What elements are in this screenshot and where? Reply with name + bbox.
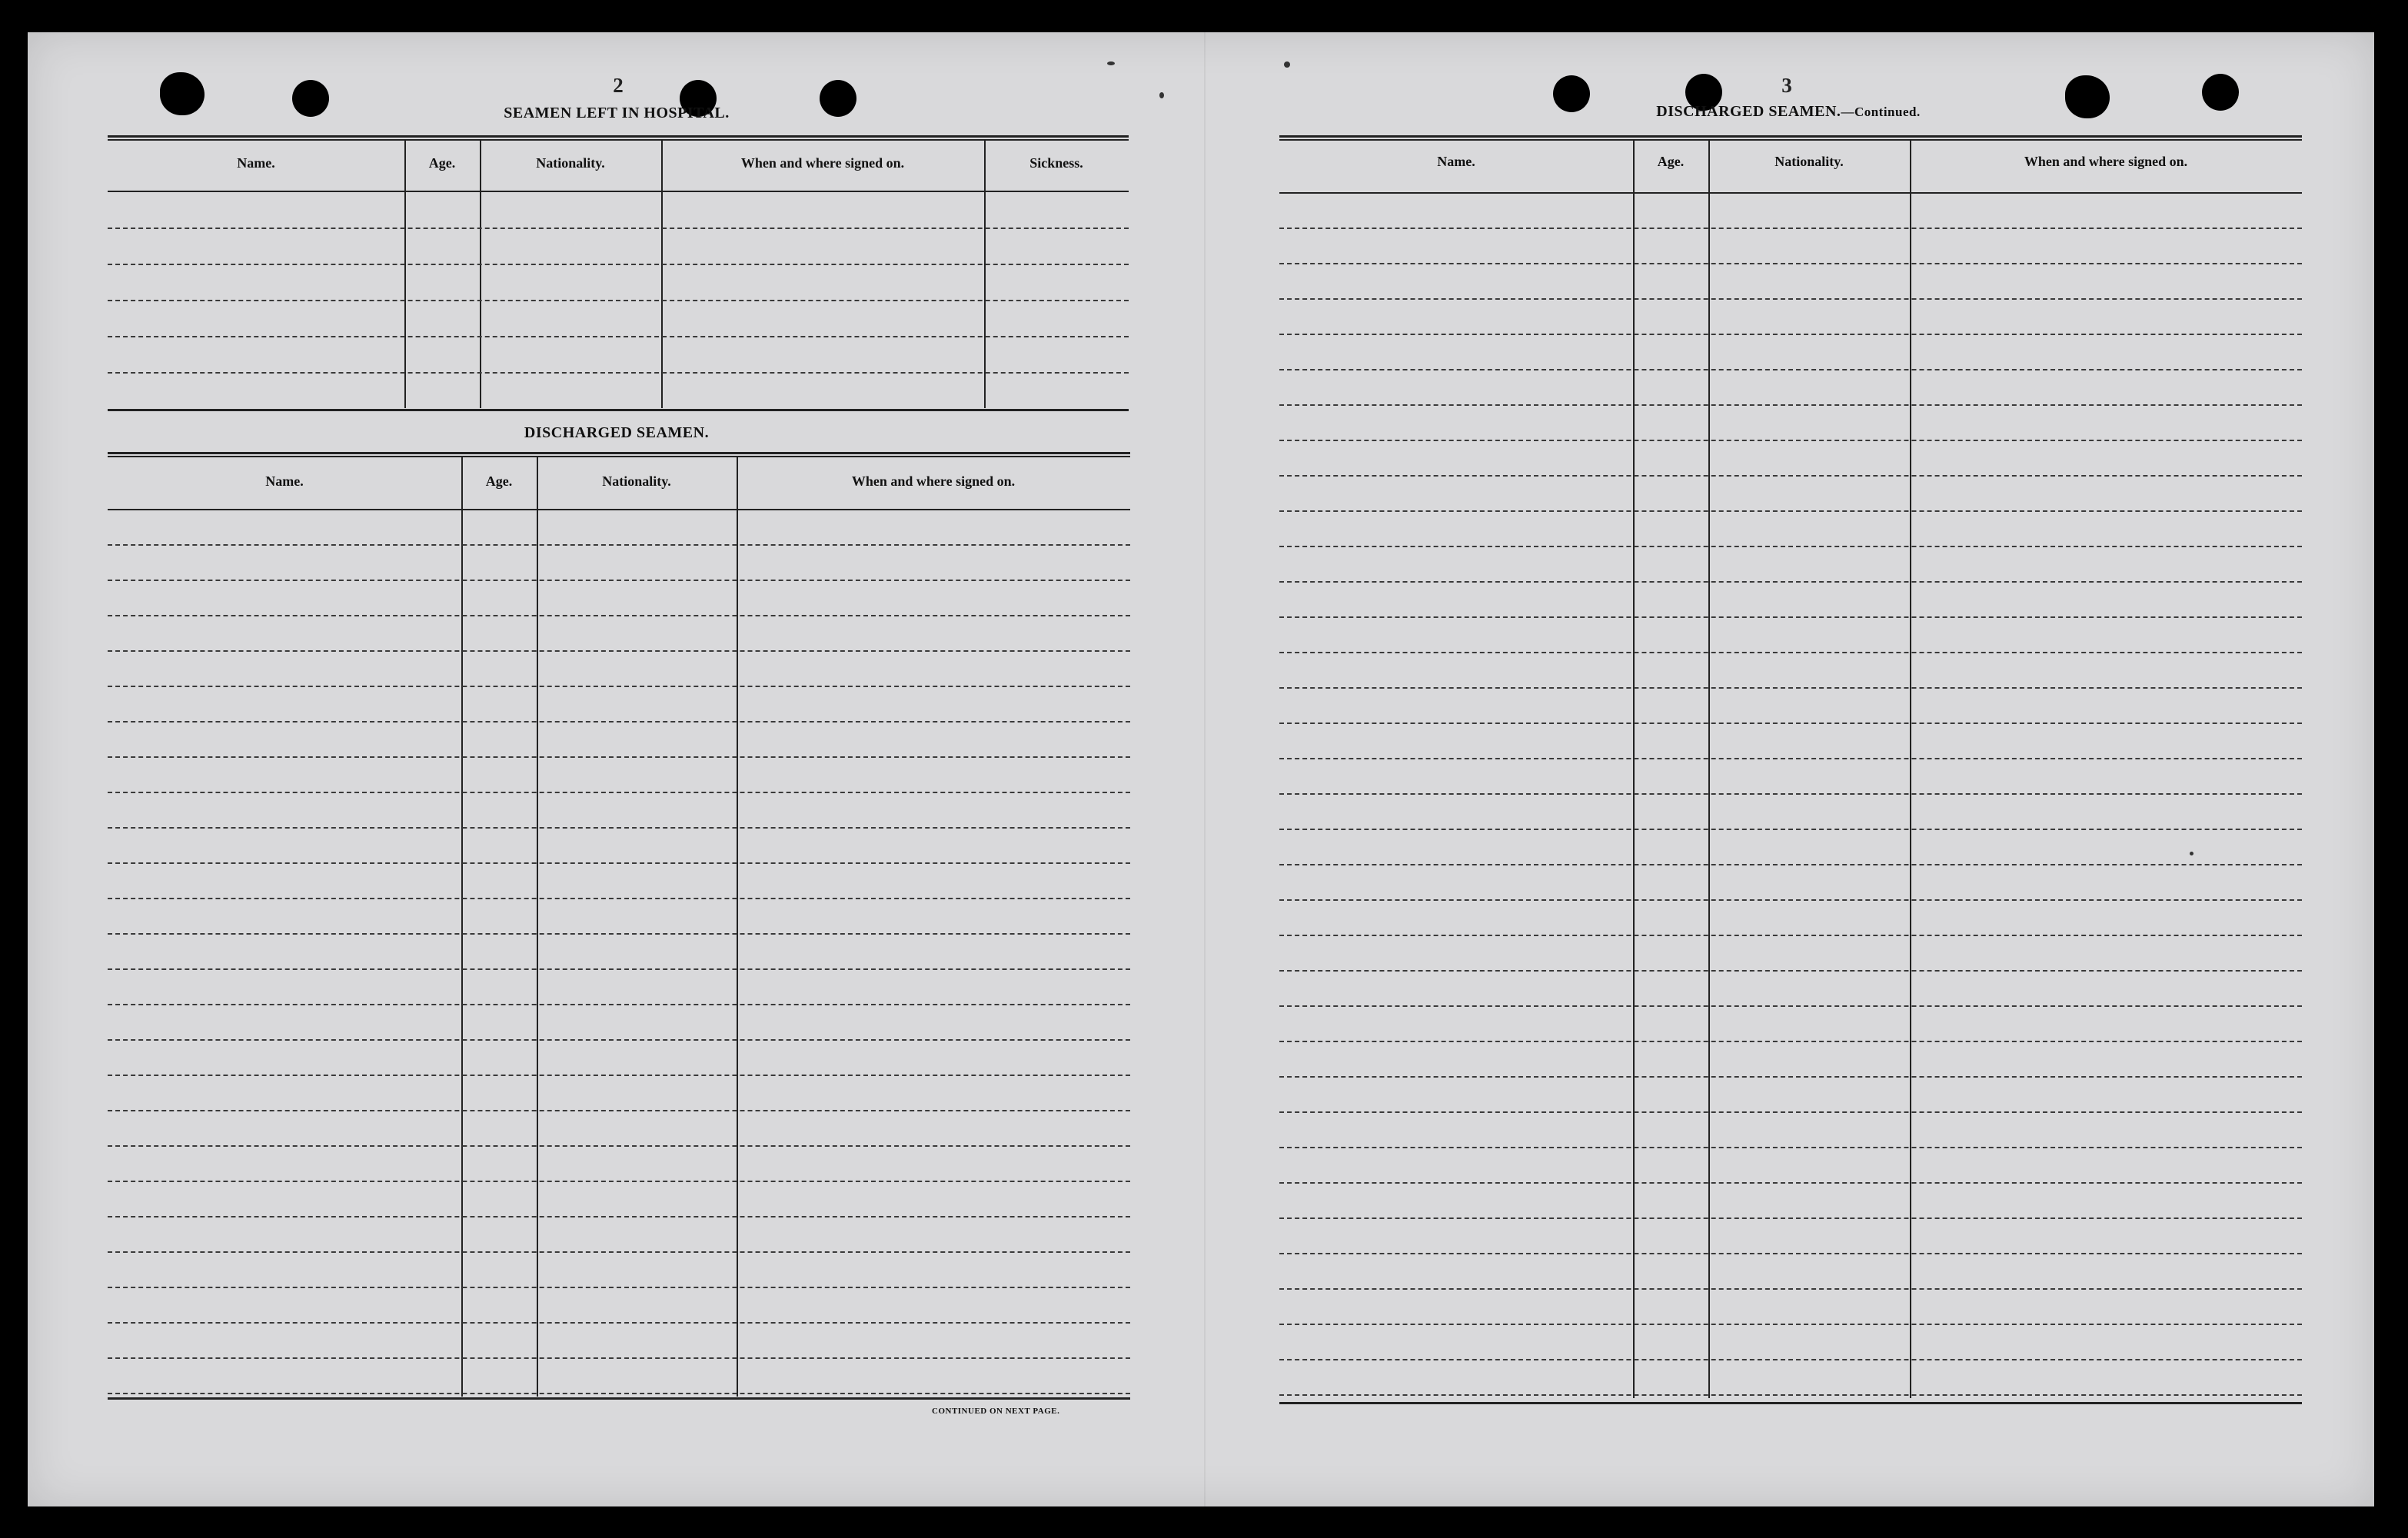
discharged-continued-title bbox=[1656, 103, 1920, 121]
col-header-name: Name. bbox=[1437, 154, 1475, 169]
table-top-rule bbox=[1279, 135, 2302, 141]
entry-line bbox=[108, 1181, 1130, 1182]
entry-line bbox=[1279, 970, 2302, 972]
header-rule bbox=[108, 509, 1130, 510]
entry-line bbox=[1279, 1217, 2302, 1219]
entry-line bbox=[1279, 864, 2302, 865]
scan-speck bbox=[1107, 61, 1115, 65]
entry-line bbox=[108, 650, 1130, 652]
entry-line bbox=[108, 1004, 1130, 1005]
entry-line bbox=[108, 300, 1129, 301]
header-rule bbox=[108, 191, 1129, 192]
entry-line bbox=[1279, 1076, 2302, 1078]
entry-line bbox=[108, 1110, 1130, 1111]
entry-line bbox=[108, 827, 1130, 829]
entry-line bbox=[1279, 1288, 2302, 1290]
punch-hole bbox=[292, 80, 329, 117]
entry-line bbox=[108, 898, 1130, 899]
column-divider bbox=[1633, 141, 1635, 1398]
continued-note: CONTINUED ON NEXT PAGE. bbox=[932, 1407, 1060, 1416]
entry-line bbox=[1279, 298, 2302, 300]
entry-line bbox=[1279, 228, 2302, 229]
entry-line bbox=[108, 862, 1130, 864]
entry-line bbox=[108, 1075, 1130, 1076]
punch-hole bbox=[820, 80, 856, 117]
entry-line bbox=[1279, 263, 2302, 264]
col-header-name: Name. bbox=[237, 155, 275, 171]
entry-line bbox=[1279, 652, 2302, 653]
column-divider bbox=[1708, 141, 1710, 1398]
entry-line bbox=[1279, 616, 2302, 618]
discharged-continued-title-text: DISCHARGED SEAMEN. bbox=[1656, 103, 1841, 120]
column-divider bbox=[661, 141, 663, 408]
entry-line bbox=[1279, 1111, 2302, 1113]
col-header-nationality: Nationality. bbox=[1774, 154, 1844, 169]
col-header-signed-on: When and where signed on. bbox=[740, 155, 905, 171]
col-header-nationality: Nationality. bbox=[602, 473, 671, 489]
col-header-nationality: Nationality. bbox=[536, 155, 605, 171]
table-top-rule bbox=[108, 452, 1130, 457]
col-header-age: Age. bbox=[428, 155, 456, 171]
entry-line bbox=[1279, 1359, 2302, 1360]
page-fold bbox=[1204, 32, 1206, 1506]
entry-line bbox=[108, 1216, 1130, 1217]
entry-line bbox=[108, 1039, 1130, 1041]
punch-hole bbox=[160, 72, 205, 115]
entry-line bbox=[1279, 1324, 2302, 1325]
entry-line bbox=[108, 1357, 1130, 1359]
scan-speck bbox=[1159, 92, 1164, 98]
entry-line bbox=[108, 615, 1130, 616]
header-rule bbox=[1279, 192, 2302, 194]
entry-line bbox=[108, 264, 1129, 265]
entry-line bbox=[1279, 935, 2302, 936]
entry-line bbox=[1279, 546, 2302, 547]
col-header-signed-on: When and where signed on. bbox=[2024, 154, 2188, 169]
entry-line bbox=[108, 1322, 1130, 1324]
col-header-age: Age. bbox=[485, 473, 513, 489]
column-divider bbox=[1910, 141, 1911, 1398]
punch-hole bbox=[1553, 75, 1590, 112]
entry-line bbox=[1279, 334, 2302, 335]
entry-line bbox=[1279, 687, 2302, 689]
punch-hole bbox=[2065, 75, 2110, 118]
entry-line bbox=[1279, 510, 2302, 512]
table-top-rule bbox=[108, 135, 1129, 141]
page-number-left: 2 bbox=[613, 74, 624, 97]
entry-line bbox=[1279, 475, 2302, 477]
entry-line bbox=[108, 544, 1130, 546]
entry-line bbox=[108, 792, 1130, 793]
entry-line bbox=[1279, 793, 2302, 795]
discharged-continued-table bbox=[1279, 135, 2302, 1408]
entry-line bbox=[1279, 440, 2302, 441]
entry-line bbox=[108, 721, 1130, 722]
entry-line bbox=[108, 336, 1129, 337]
scan-speck bbox=[1284, 61, 1290, 68]
col-header-name: Name. bbox=[265, 473, 304, 489]
entry-line bbox=[1279, 369, 2302, 370]
table-bottom-rule bbox=[1279, 1402, 2302, 1404]
entry-line bbox=[108, 1287, 1130, 1288]
column-divider bbox=[404, 141, 406, 408]
table-bottom-rule bbox=[108, 409, 1129, 411]
entry-line bbox=[108, 1145, 1130, 1147]
hospital-section-title: SEAMEN LEFT IN HOSPITAL. bbox=[504, 105, 730, 121]
entry-line bbox=[1279, 829, 2302, 830]
entry-line bbox=[1279, 581, 2302, 583]
entry-line bbox=[1279, 1253, 2302, 1254]
entry-line bbox=[1279, 404, 2302, 406]
column-divider bbox=[537, 457, 538, 1397]
punch-hole bbox=[2202, 74, 2239, 111]
entry-line bbox=[108, 372, 1129, 374]
entry-line bbox=[1279, 1394, 2302, 1396]
column-divider bbox=[984, 141, 986, 408]
entry-line bbox=[1279, 722, 2302, 724]
entry-line bbox=[108, 580, 1130, 581]
page-number-right: 3 bbox=[1781, 74, 1792, 97]
entry-line bbox=[1279, 1041, 2302, 1042]
hospital-table bbox=[108, 135, 1129, 414]
entry-line bbox=[108, 1251, 1130, 1253]
entry-line bbox=[108, 933, 1130, 935]
entry-line bbox=[108, 686, 1130, 687]
entry-line bbox=[1279, 1147, 2302, 1148]
entry-line bbox=[108, 756, 1130, 758]
col-header-sickness: Sickness. bbox=[1029, 155, 1083, 171]
discharged-table bbox=[108, 452, 1130, 1402]
entry-line bbox=[108, 968, 1130, 970]
entry-line bbox=[1279, 899, 2302, 901]
entry-line bbox=[108, 228, 1129, 229]
entry-line bbox=[1279, 758, 2302, 759]
column-divider bbox=[480, 141, 481, 408]
col-header-signed-on: When and where signed on. bbox=[851, 473, 1016, 489]
col-header-age: Age. bbox=[1657, 154, 1685, 169]
entry-line bbox=[1279, 1005, 2302, 1007]
continued-suffix: —Continued. bbox=[1841, 105, 1921, 119]
column-divider bbox=[461, 457, 463, 1397]
entry-line bbox=[108, 1393, 1130, 1394]
table-bottom-rule bbox=[108, 1397, 1130, 1400]
entry-line bbox=[1279, 1182, 2302, 1184]
column-divider bbox=[737, 457, 738, 1397]
discharged-section-title: DISCHARGED SEAMEN. bbox=[524, 424, 710, 441]
